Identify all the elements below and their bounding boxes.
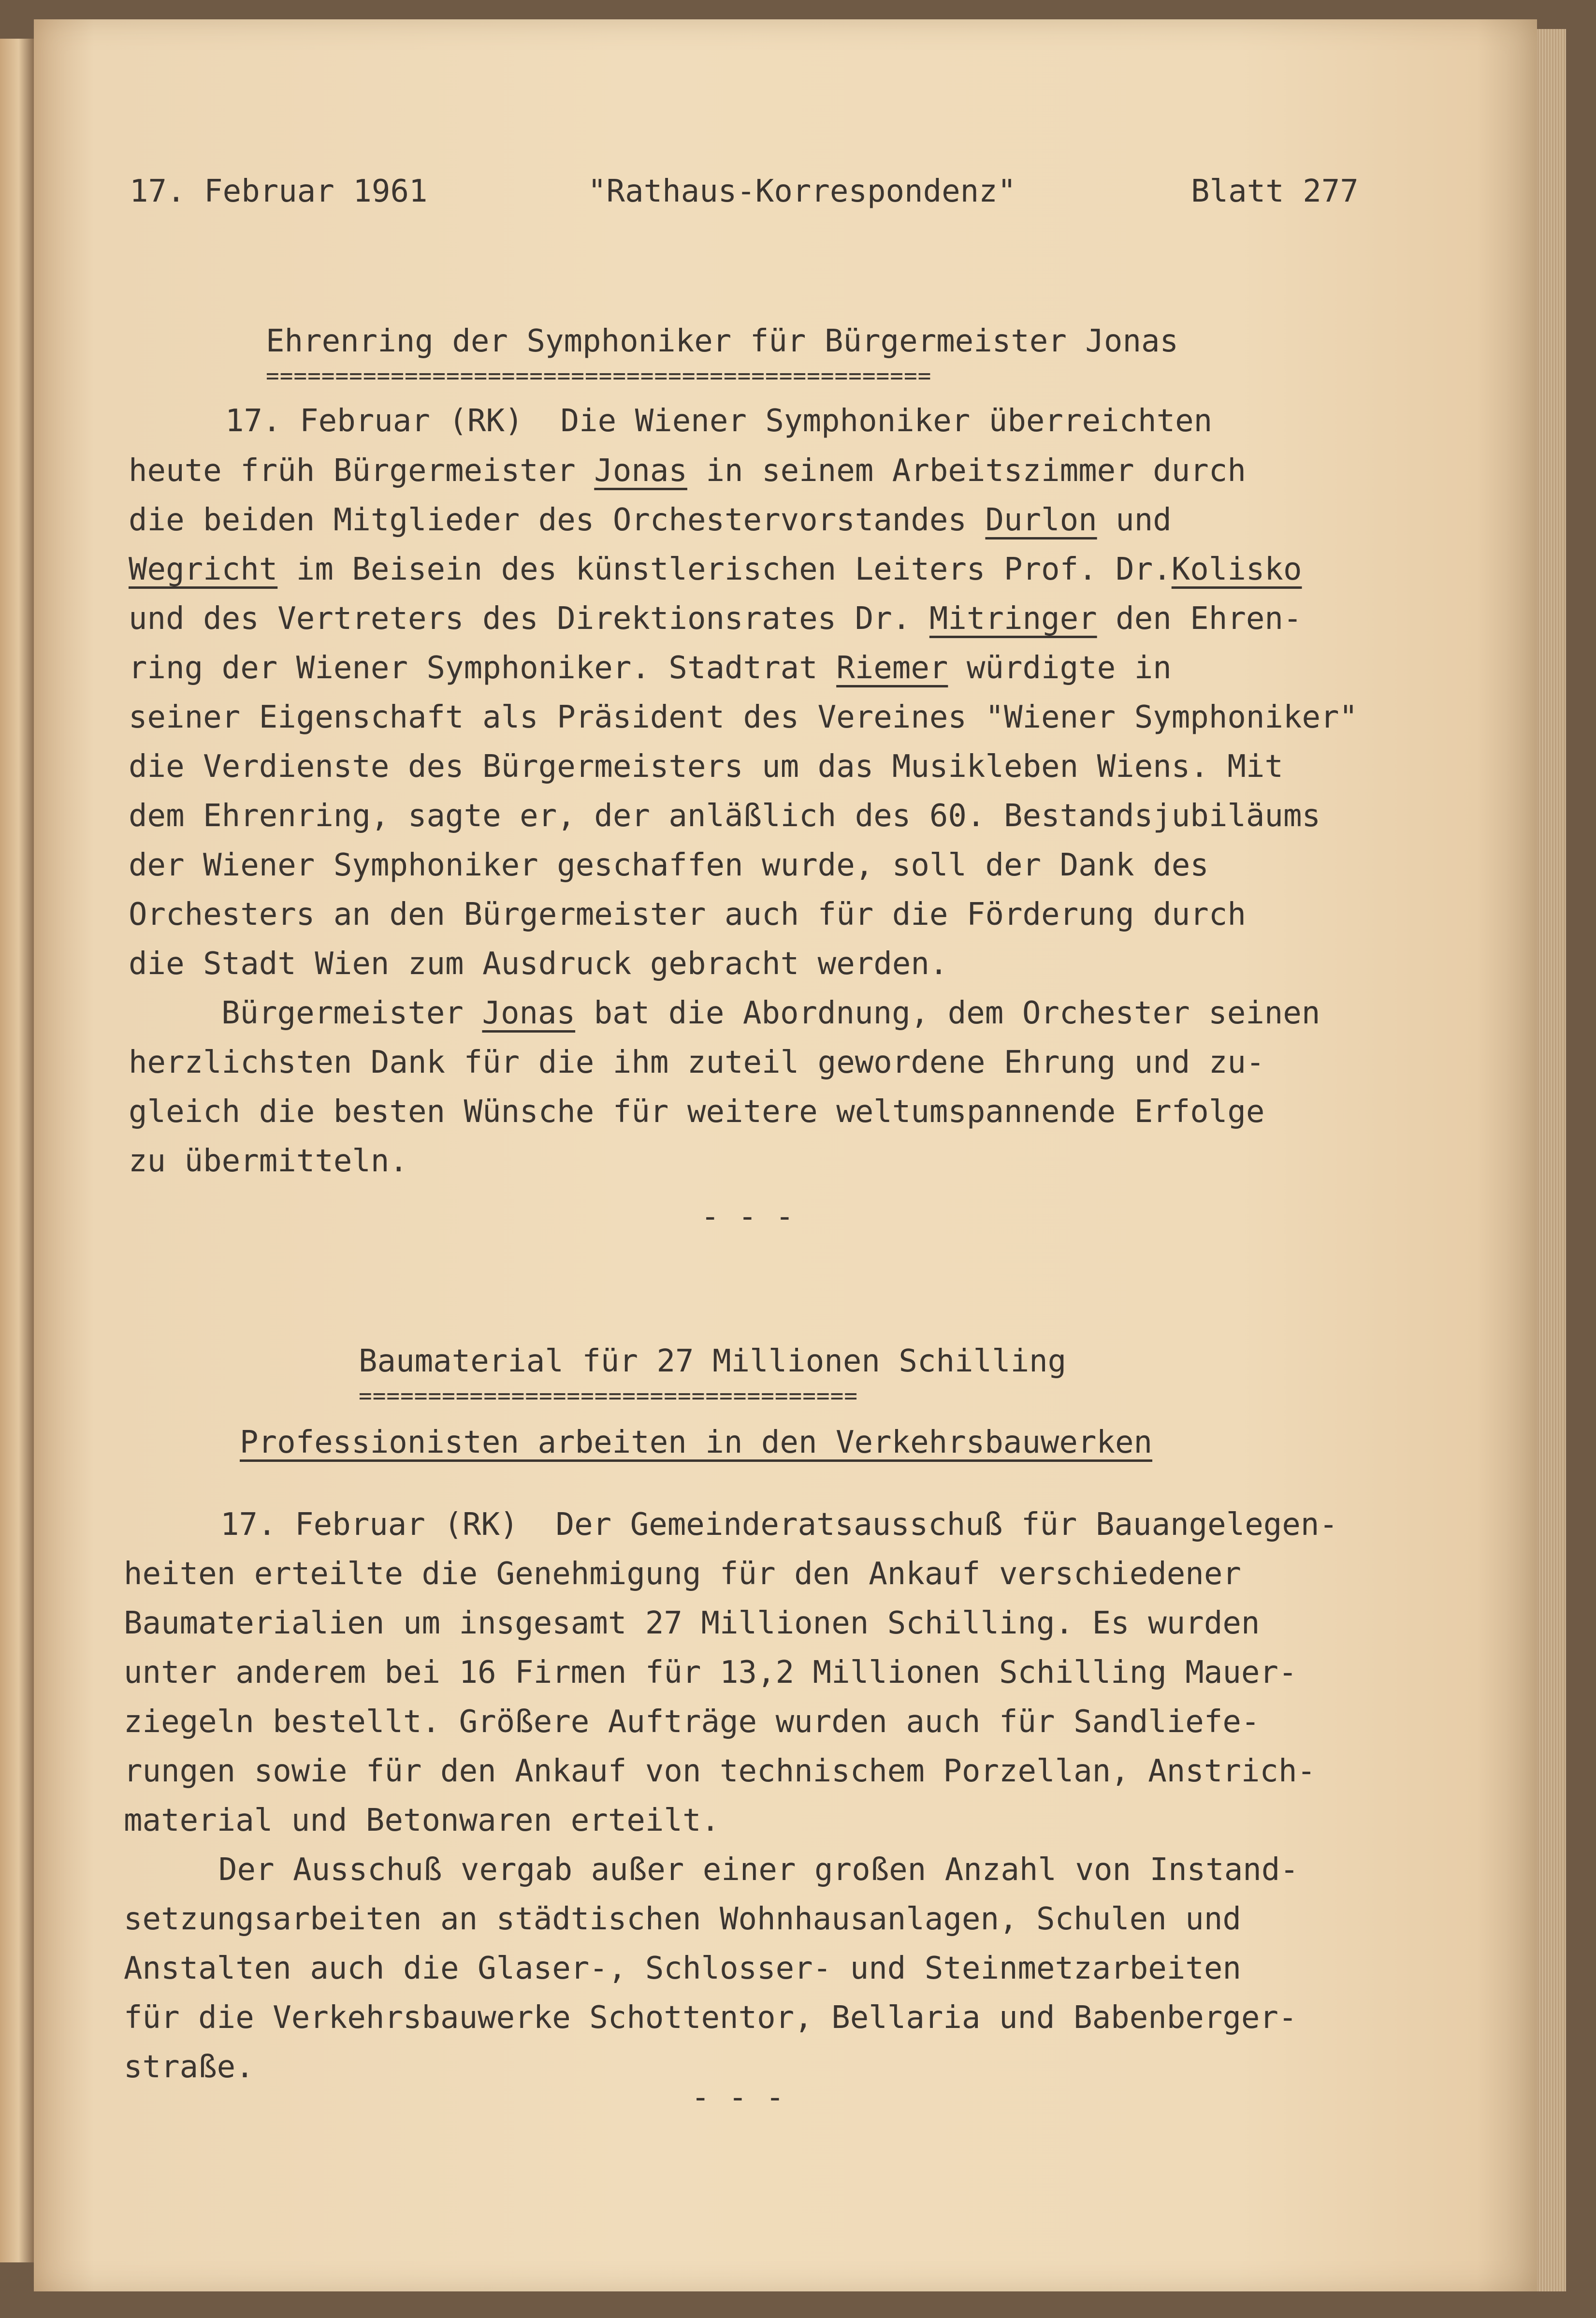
header-sheet-number: Blatt 277 bbox=[1191, 174, 1359, 209]
article2-p1-line6: rungen sowie für den Ankauf von technischem Porzellan, Anstrich- bbox=[124, 1753, 1316, 1789]
article2-p2-line4: für die Verkehrsbauwerke Schottentor, Bellaria und Babenberger- bbox=[124, 2000, 1297, 2036]
article1-p1-line12: die Stadt Wien zum Ausdruck gebracht werden. bbox=[129, 946, 948, 982]
article2-p2-line3: Anstalten auch die Glaser-, Schlosser- und Steinmetzarbeiten bbox=[124, 1951, 1241, 1986]
article2-p1-line7: material und Betonwaren erteilt. bbox=[124, 1803, 720, 1838]
article2-p1-line5: ziegeln bestellt. Größere Aufträge wurden auch für Sandliefe- bbox=[124, 1704, 1260, 1740]
article1-p1-line7: seiner Eigenschaft als Präsident des Vereines "Wiener Symphoniker" bbox=[129, 700, 1358, 735]
adjacent-page-edge bbox=[0, 39, 34, 2262]
article2-separator: - - - bbox=[691, 2080, 784, 2115]
article1-title: Ehrenring der Symphoniker für Bürgermeister Jonas bbox=[266, 323, 1179, 359]
article1-p1-line11: Orchesters an den Bürgermeister auch für die Förderung durch bbox=[129, 897, 1246, 933]
article1-p2-line4: zu übermitteln. bbox=[129, 1143, 408, 1179]
article1-p1-line4: Wegricht im Beisein des künstlerischen Leiters Prof. Dr.Kolisko bbox=[129, 552, 1302, 587]
article1-p2-line1: Bürgermeister Jonas bat die Abordnung, dem Orchester seinen bbox=[221, 995, 1320, 1031]
name-wegricht: Wegricht bbox=[129, 552, 278, 587]
name-kolisko: Kolisko bbox=[1171, 552, 1302, 587]
document-page bbox=[34, 19, 1537, 2291]
article1-separator: - - - bbox=[701, 1199, 794, 1235]
name-jonas-2: Jonas bbox=[482, 995, 576, 1031]
article1-p1-line9: dem Ehrenring, sagte er, der anläßlich des 60. Bestandsjubiläums bbox=[129, 798, 1320, 834]
article1-p1-line8: die Verdienste des Bürgermeisters um das Musikleben Wiens. Mit bbox=[129, 749, 1283, 785]
article2-p1-line1: 17. Februar (RK) Der Gemeinderatsausschuß für Bauangelegen- bbox=[220, 1507, 1338, 1543]
article2-p2-line1: Der Ausschuß vergab außer einer großen Anzahl von Instand- bbox=[218, 1852, 1299, 1888]
article1-title-rule: ================================================ bbox=[266, 363, 932, 389]
name-mitringer: Mitringer bbox=[929, 601, 1097, 637]
article1-p1-line3: die beiden Mitglieder des Orchestervorstandes Durlon und bbox=[129, 502, 1172, 538]
article1-p1-line10: der Wiener Symphoniker geschaffen wurde, soll der Dank des bbox=[129, 847, 1209, 883]
article2-title-rule: ==================================== bbox=[359, 1383, 858, 1409]
header-publication: "Rathaus-Korrespondenz" bbox=[588, 174, 1016, 209]
article1-p2-line2: herzlichsten Dank für die ihm zuteil gewordene Ehrung und zu- bbox=[129, 1045, 1265, 1080]
article2-subtitle: Professionisten arbeiten in den Verkehrsbauwerken bbox=[240, 1425, 1153, 1460]
article1-p2-line3: gleich die besten Wünsche für weitere weltumspannende Erfolge bbox=[129, 1094, 1265, 1130]
name-jonas: Jonas bbox=[594, 453, 687, 489]
article2-p2-line5: straße. bbox=[124, 2049, 254, 2085]
article1-p1-line1: 17. Februar (RK) Die Wiener Symphoniker überreichten bbox=[225, 403, 1213, 439]
article1-p1-line2: heute früh Bürgermeister Jonas in seinem Arbeitszimmer durch bbox=[129, 453, 1246, 489]
article2-p1-line4: unter anderem bei 16 Firmen für 13,2 Millionen Schilling Mauer- bbox=[124, 1655, 1297, 1691]
header-date: 17. Februar 1961 bbox=[130, 174, 428, 209]
name-riemer: Riemer bbox=[836, 650, 948, 686]
article1-p1-line5: und des Vertreters des Direktionsrates Dr. Mitringer den Ehren- bbox=[129, 601, 1302, 637]
article2-title: Baumaterial für 27 Millionen Schilling bbox=[359, 1343, 1067, 1379]
stacked-page-edges bbox=[1537, 29, 1566, 2291]
article2-p2-line2: setzungsarbeiten an städtischen Wohnhausanlagen, Schulen und bbox=[124, 1901, 1241, 1937]
name-durlon: Durlon bbox=[985, 502, 1097, 538]
article2-p1-line2: heiten erteilte die Genehmigung für den Ankauf verschiedener bbox=[124, 1556, 1241, 1592]
article2-p1-line3: Baumaterialien um insgesamt 27 Millionen Schilling. Es wurden bbox=[124, 1605, 1260, 1641]
article1-p1-line6: ring der Wiener Symphoniker. Stadtrat Riemer würdigte in bbox=[129, 650, 1172, 686]
